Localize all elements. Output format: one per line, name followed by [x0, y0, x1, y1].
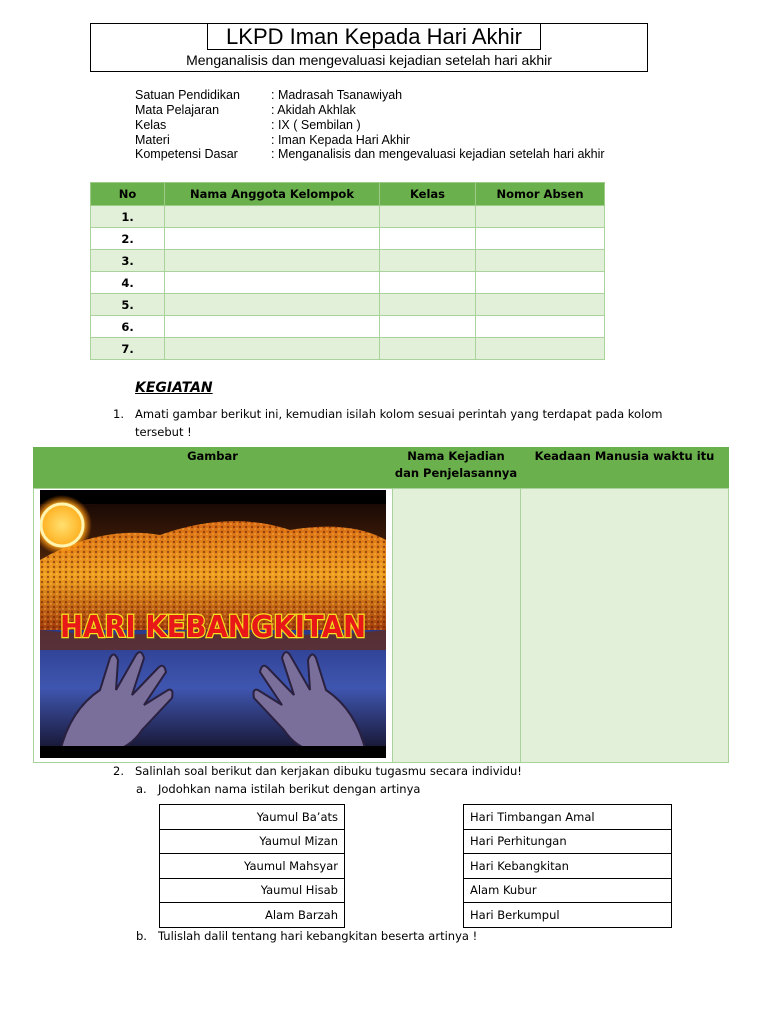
- identity-value: : Akidah Akhlak: [271, 103, 356, 117]
- table-row: [91, 250, 605, 272]
- row-number: 5.: [91, 294, 165, 316]
- table-row: [91, 272, 605, 294]
- meaning-cell: Hari Berkumpul: [464, 903, 672, 928]
- terms-table: [159, 804, 345, 928]
- identity-label: Satuan Pendidikan: [135, 88, 240, 102]
- item-letter: b.: [136, 929, 147, 943]
- name-cell[interactable]: [165, 206, 380, 228]
- class-cell[interactable]: [380, 294, 476, 316]
- column-header-gambar: Gambar: [187, 449, 238, 463]
- term-cell: Yaumul Ba’ats: [160, 805, 345, 830]
- name-cell[interactable]: [165, 228, 380, 250]
- nama-kejadian-cell[interactable]: [392, 489, 520, 762]
- table-row: [91, 294, 605, 316]
- kegiatan-heading: KEGIATAN: [135, 380, 213, 396]
- column-header: Nomor Absen: [476, 183, 605, 206]
- page-title: LKPD Iman Kepada Hari Akhir: [207, 23, 541, 50]
- image-cell: [34, 489, 392, 762]
- name-cell[interactable]: [165, 316, 380, 338]
- page-subtitle: Menganalisis dan mengevaluasi kejadian setelah hari akhir: [186, 52, 552, 68]
- name-cell[interactable]: [165, 294, 380, 316]
- column-header: Kelas: [380, 183, 476, 206]
- identity-label: Mata Pelajaran: [135, 103, 220, 117]
- name-cell[interactable]: [165, 338, 380, 360]
- image-caption: HARI KEBANGKITAN: [60, 610, 366, 645]
- activity-table: [33, 447, 729, 763]
- class-cell[interactable]: [380, 228, 476, 250]
- table-row: [91, 338, 605, 360]
- identity-value: : IX ( Sembilan ): [271, 118, 361, 132]
- class-cell[interactable]: [380, 338, 476, 360]
- keadaan-manusia-cell[interactable]: [520, 489, 728, 762]
- meaning-cell: Hari Perhitungan: [464, 829, 672, 854]
- meanings-table: [463, 804, 672, 928]
- item-number: 2.: [113, 764, 124, 778]
- class-cell[interactable]: [380, 272, 476, 294]
- instruction-text: Jodohkan nama istilah berikut dengan artinya: [158, 782, 421, 796]
- table-row: [91, 206, 605, 228]
- absen-cell[interactable]: [476, 294, 605, 316]
- row-number: 7.: [91, 338, 165, 360]
- activity-table-body: [33, 488, 729, 763]
- identity-value: : Menganalisis dan mengevaluasi kejadian setelah hari akhir: [271, 147, 605, 161]
- row-number: 4.: [91, 272, 165, 294]
- table-row: [91, 316, 605, 338]
- row-number: 6.: [91, 316, 165, 338]
- column-header: Nama Anggota Kelompok: [165, 183, 380, 206]
- identity-label: Materi: [135, 133, 170, 147]
- identity-label: Kompetensi Dasar: [135, 147, 238, 161]
- class-cell[interactable]: [380, 316, 476, 338]
- instruction-text: Amati gambar berikut ini, kemudian isilah kolom sesuai perintah yang terdapat pada kolom: [135, 407, 663, 421]
- identity-label: Kelas: [135, 118, 167, 132]
- column-header-line: Nama Kejadian: [407, 449, 505, 463]
- identity-value: : Madrasah Tsanawiyah: [271, 88, 403, 102]
- table-row: [91, 228, 605, 250]
- absen-cell[interactable]: [476, 250, 605, 272]
- meaning-cell: Hari Timbangan Amal: [464, 805, 672, 830]
- row-number: 3.: [91, 250, 165, 272]
- meaning-cell: Hari Kebangkitan: [464, 854, 672, 879]
- instruction-text: Tulislah dalil tentang hari kebangkitan beserta artinya !: [158, 929, 478, 943]
- instruction-text: tersebut !: [135, 425, 192, 439]
- row-number: 1.: [91, 206, 165, 228]
- column-header-line: dan Penjelasannya: [394, 466, 518, 480]
- absen-cell[interactable]: [476, 206, 605, 228]
- activity-table-header: [33, 447, 729, 488]
- column-header: No: [91, 183, 165, 206]
- class-cell[interactable]: [380, 250, 476, 272]
- column-header-keadaan: Keadaan Manusia waktu itu: [534, 449, 715, 463]
- hari-kebangkitan-image: [40, 490, 386, 758]
- item-letter: a.: [136, 782, 147, 796]
- term-cell: Yaumul Mizan: [160, 829, 345, 854]
- group-table: [90, 182, 605, 360]
- identity-value: : Iman Kepada Hari Akhir: [271, 133, 410, 147]
- meaning-cell: Alam Kubur: [464, 878, 672, 903]
- term-cell: Yaumul Hisab: [160, 878, 345, 903]
- item-number: 1.: [113, 407, 124, 421]
- absen-cell[interactable]: [476, 272, 605, 294]
- name-cell[interactable]: [165, 250, 380, 272]
- row-number: 2.: [91, 228, 165, 250]
- class-cell[interactable]: [380, 206, 476, 228]
- column-header-nama: [392, 447, 520, 489]
- term-cell: Yaumul Mahsyar: [160, 854, 345, 879]
- instruction-text: Salinlah soal berikut dan kerjakan dibuku tugasmu secara individu!: [135, 764, 522, 778]
- term-cell: Alam Barzah: [160, 903, 345, 928]
- absen-cell[interactable]: [476, 338, 605, 360]
- absen-cell[interactable]: [476, 228, 605, 250]
- absen-cell[interactable]: [476, 316, 605, 338]
- name-cell[interactable]: [165, 272, 380, 294]
